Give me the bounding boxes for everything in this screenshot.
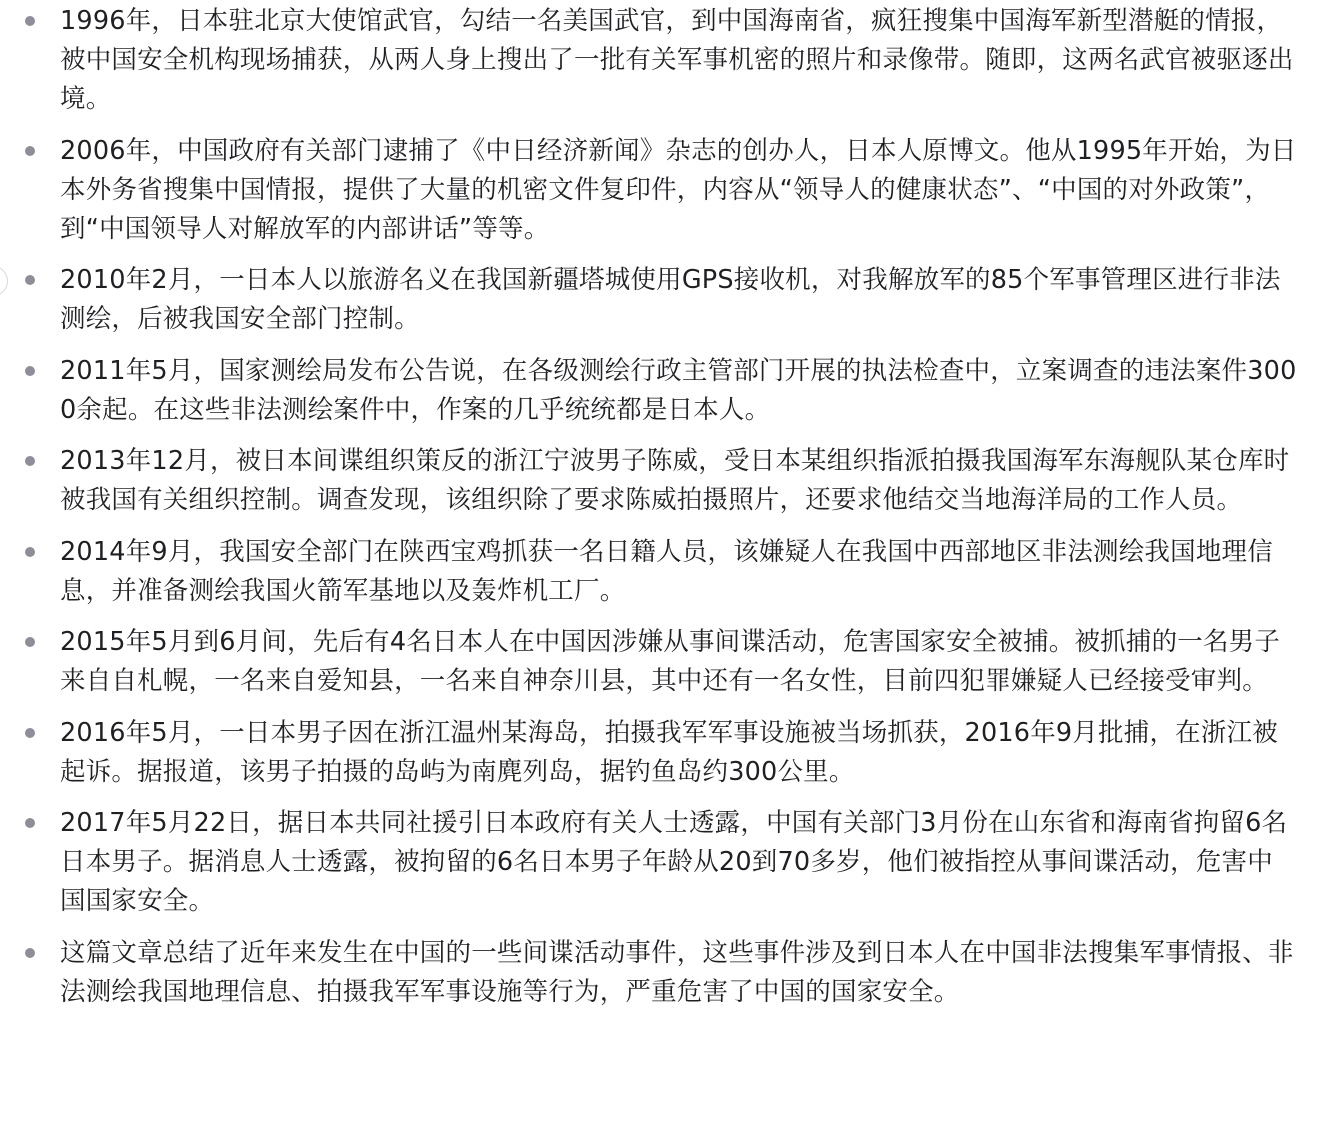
summary-item <box>0 934 1338 1012</box>
list-item <box>0 442 1338 520</box>
list-item <box>0 132 1338 249</box>
list-item <box>0 714 1338 792</box>
response-content <box>0 2 1338 1024</box>
list-item-text: 2014年9月，我国安全部门在陕西宝鸡抓获一名日籍人员，该嫌疑人在我国中西部地区非法测绘我国地理信息，并准备测绘我国火箭军基地以及轰炸机工厂。 <box>60 536 1273 606</box>
summary-text: 这篇文章总结了近年来发生在中国的一些间谍活动事件，这些事件涉及到日本人在中国非法搜集军事情报、非法测绘我国地理信息、拍摄我军军事设施等行为，严重危害了中国的国家安全。 <box>60 937 1294 1007</box>
list-item <box>0 261 1338 339</box>
bullet-icon <box>25 948 35 958</box>
bullet-icon <box>25 456 35 466</box>
list-item-text: 2016年5月，一日本男子因在浙江温州某海岛，拍摄我军军事设施被当场抓获，2016年9月批捕，在浙江被起诉。据报道，该男子拍摄的岛屿为南麂列岛，据钓鱼岛约300公里。 <box>60 717 1278 787</box>
list-item <box>0 804 1338 921</box>
list-item-text: 1996年，日本驻北京大使馆武官，勾结一名美国武官，到中国海南省，疯狂搜集中国海军新型潜艇的情报，被中国安全机构现场捕获，从两人身上搜出了一批有关军事机密的照片和录像带。随即，这两名武官被驱逐出境。 <box>60 6 1294 114</box>
list-item <box>0 2 1338 119</box>
list-item <box>0 352 1338 430</box>
list-item-text: 2013年12月，被日本间谍组织策反的浙江宁波男子陈威，受日本某组织指派拍摄我国海军东海舰队某仓库时被我国有关组织控制。调查发现，该组织除了要求陈威拍摄照片，还要求他结交当地海洋局的工作人员。 <box>60 446 1290 515</box>
list-item-text: 2006年，中国政府有关部门逮捕了《中日经济新闻》杂志的创办人，日本人原博文。他从1995年开始，为日本外务省搜集中国情报，提供了大量的机密文件复印件，内容从“领导人的健康状态”、“中国的对外政策”，到“中国领导人对解放军的内部讲话”等等。 <box>60 135 1297 244</box>
list-item-text: 2015年5月到6月间，先后有4名日本人在中国因涉嫌从事间谍活动，危害国家安全被捕。被抓捕的一名男子来自自札幌，一名来自爱知县，一名来自神奈川县，其中还有一名女性，目前四犯罪嫌疑人已经接受审判。 <box>60 627 1281 696</box>
bullet-icon <box>25 275 35 285</box>
list-item <box>0 623 1338 701</box>
bullet-icon <box>25 637 35 647</box>
bullet-icon <box>25 547 35 557</box>
list-item-text: 2011年5月，国家测绘局发布公告说，在各级测绘行政主管部门开展的执法检查中，立案调查的违法案件3000余起。在这些非法测绘案件中，作案的几乎统统都是日本人。 <box>60 355 1297 425</box>
bullet-icon <box>25 16 35 26</box>
list-item-text: 2010年2月，一日本人以旅游名义在我国新疆塔城使用GPS接收机，对我解放军的85个军事管理区进行非法测绘，后被我国安全部门控制。 <box>60 265 1281 334</box>
bullet-icon <box>25 366 35 376</box>
bullet-icon <box>25 728 35 738</box>
list-item-text: 2017年5月22日，据日本共同社援引日本政府有关人士透露，中国有关部门3月份在山东省和海南省拘留6名日本男子。据消息人士透露，被拘留的6名日本男子年龄从20到70多岁，他们被指控从事间谍活动，危害中国国家安全。 <box>60 808 1288 916</box>
list-item <box>0 533 1338 611</box>
bullet-icon <box>25 146 35 156</box>
bullet-icon <box>25 818 35 828</box>
event-list <box>0 2 1338 1012</box>
